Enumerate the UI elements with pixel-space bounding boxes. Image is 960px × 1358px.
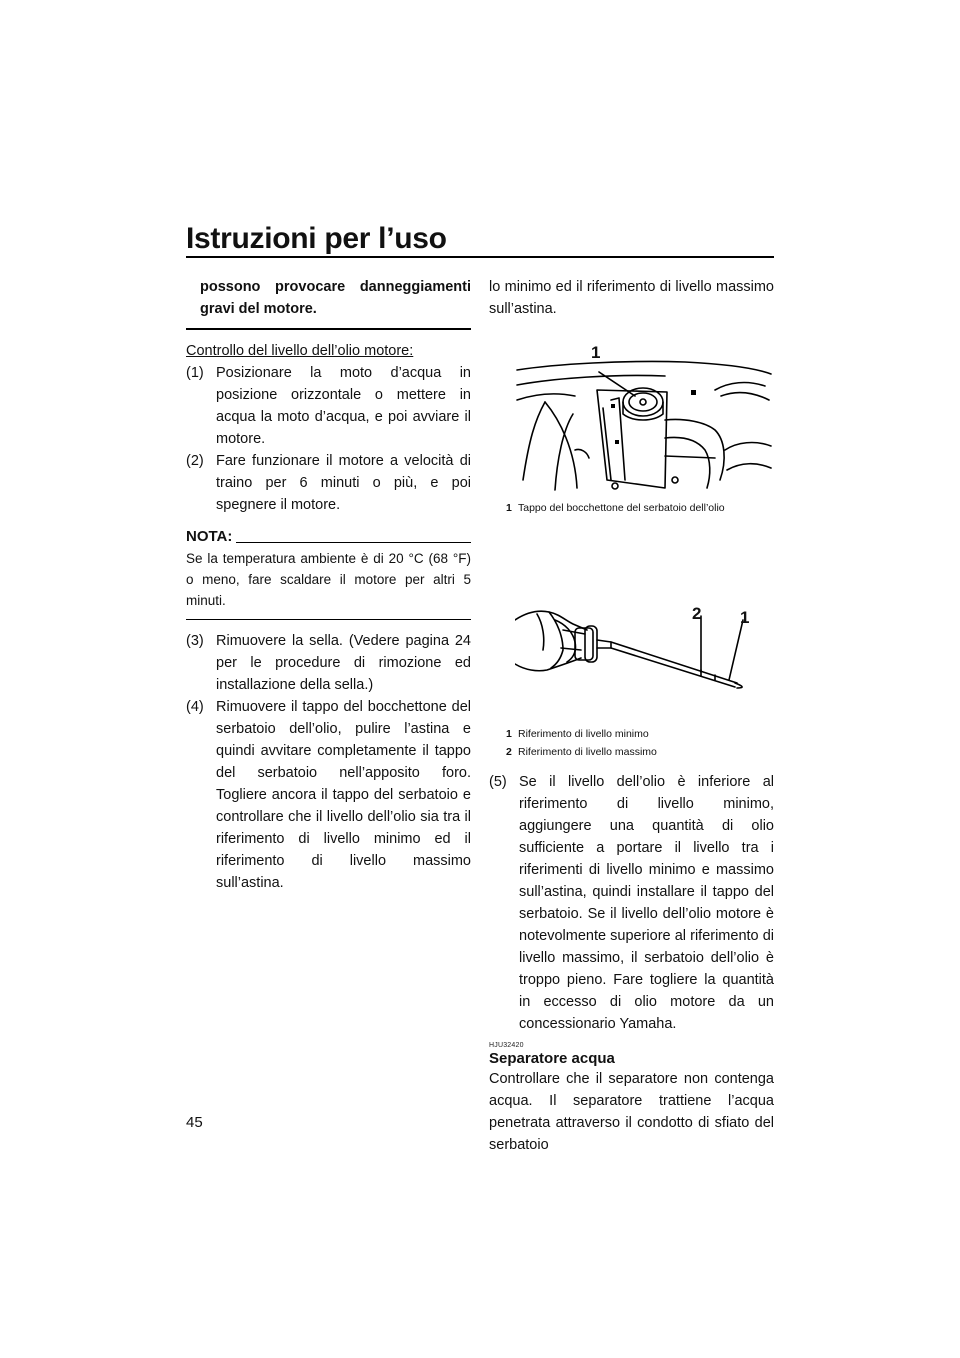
figure2-callout-1: 1 xyxy=(740,608,750,627)
step-item xyxy=(186,696,471,894)
dipstick-illustration xyxy=(515,590,773,708)
nota-end-rule xyxy=(186,619,471,620)
header-rule xyxy=(186,256,774,258)
nota-rule xyxy=(236,542,471,543)
step-text: Rimuovere il tappo del bocchettone del serbatoio dell’olio, pulire l’astina e quindi avvitare completamente il tappo del serbatoio nell’apposito foro. Togliere ancora il tappo del serbatoio e controllare che il livello dell’olio sia tra il riferimento di livello minimo ed il riferimento di livello massimo sull’astina. xyxy=(216,699,471,891)
step-text: Fare funzionare il motore a velocità di traino per 6 minuti o più, e poi spegnere il motore. xyxy=(216,453,471,513)
step-text: Se il livello dell’olio è inferiore al riferimento di livello minimo, aggiungere una quantità di olio sufficiente a portare il livello tra i riferimenti di livello minimo e massimo sull’astina, quindi installare il tappo del serbatoio. Se il livello dell’olio motore è notevolmente superiore al riferimento di livello massimo, il serbatoio dell’olio è troppo pieno. Fare togliere la quantità in eccesso di olio motore da un concessionario Yamaha. xyxy=(519,774,774,1032)
section-code: HJU32420 xyxy=(489,1042,524,1049)
step-number: (1) xyxy=(186,365,204,381)
nota-label: NOTA: xyxy=(186,528,233,545)
caption-text: Tappo del bocchettone del serbatoio dell’olio xyxy=(518,502,725,514)
figure2-callout-2: 2 xyxy=(692,604,702,623)
step-number: (3) xyxy=(186,633,204,649)
right-column xyxy=(489,276,774,320)
step-item xyxy=(186,630,471,696)
section-heading: Controllo del livello dell’olio motore: xyxy=(186,343,414,359)
section-body: Controllare che il separatore non contenga acqua. Il separatore trattiene l’acqua penetrata attraverso il condotto di sfiato del serbatoio xyxy=(489,1071,774,1153)
caption-number: 1 xyxy=(506,502,512,514)
continuation-text: lo minimo ed il riferimento di livello massimo sull’astina. xyxy=(489,279,774,317)
caption-text: Riferimento di livello minimo xyxy=(518,728,649,740)
page-title: Istruzioni per l’uso xyxy=(186,222,447,255)
nota-text: Se la temperatura ambiente è di 20 °C (68 °F) o meno, fare scaldare il motore per altri 5 minuti. xyxy=(186,551,471,608)
caption-item xyxy=(506,727,756,741)
step-item xyxy=(186,362,471,450)
figure2-caption-list xyxy=(506,727,756,763)
oil-cap-illustration xyxy=(515,330,773,492)
left-column xyxy=(186,276,471,894)
warning-continuation: possono provocare danneggiamenti gravi del motore. xyxy=(200,279,471,317)
warning-end-rule xyxy=(186,328,471,330)
caption-number: 2 xyxy=(506,746,512,758)
caption-number: 1 xyxy=(506,728,512,740)
caption-item xyxy=(506,501,756,515)
section-title: Separatore acqua xyxy=(489,1050,615,1067)
step-text: Rimuovere la sella. (Vedere pagina 24 per le procedure di rimozione ed installazione della sella.) xyxy=(216,633,471,693)
step-text: Posizionare la moto d’acqua in posizione orizzontale o mettere in acqua la moto d’acqua, e poi avviare il motore. xyxy=(216,365,471,447)
figure1-callout: 1 xyxy=(591,343,601,362)
nota-header xyxy=(186,528,471,546)
steps-list xyxy=(186,362,471,516)
caption-text: Riferimento di livello massimo xyxy=(518,746,657,758)
step-number: (2) xyxy=(186,453,204,469)
page-number: 45 xyxy=(186,1114,203,1131)
figure1-caption-list xyxy=(506,501,756,519)
step-item xyxy=(186,450,471,516)
steps-list xyxy=(186,630,471,894)
step-number: (5) xyxy=(489,774,507,790)
right-lower-text xyxy=(489,771,774,1156)
step-number: (4) xyxy=(186,699,204,715)
step-item xyxy=(489,771,774,1035)
caption-item xyxy=(506,745,756,759)
